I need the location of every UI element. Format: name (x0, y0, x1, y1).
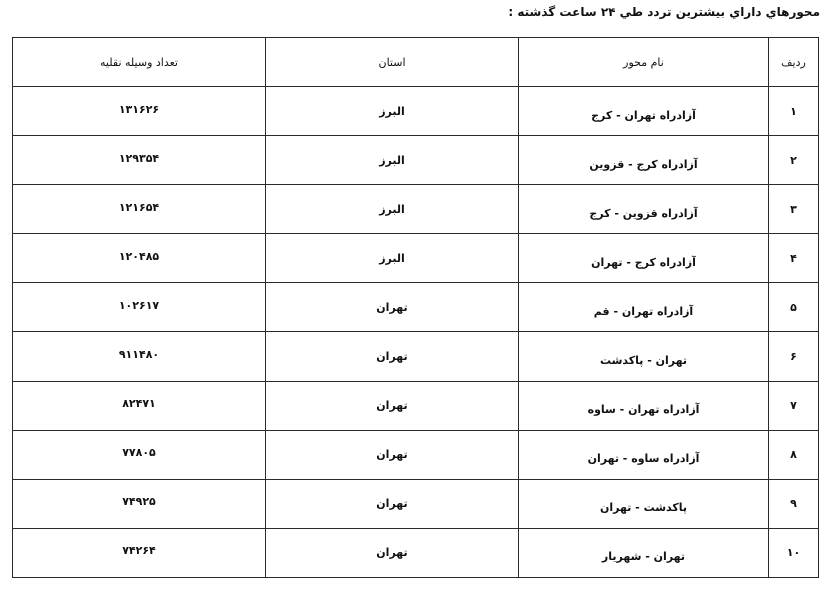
row-province-cell (266, 332, 519, 381)
row-province-cell (266, 528, 519, 577)
row-vehicle-count: ۷۴۲۶۴ (122, 544, 156, 558)
table-row (13, 332, 819, 381)
row-route-name: پاکدشت - تهران (599, 501, 688, 515)
row-route-name: آزادراه ساوه - تهران (587, 452, 700, 466)
table-row (13, 185, 819, 234)
row-vehicle-count: ۸۲۴۷۱ (122, 397, 156, 411)
row-vehicle-count-cell (13, 332, 266, 381)
table-row (13, 283, 819, 332)
row-vehicle-count: ۹۱۱۴۸۰ (118, 348, 160, 362)
row-province: تهران (376, 546, 408, 560)
row-province: تهران (376, 497, 408, 511)
row-vehicle-count-cell (13, 234, 266, 283)
row-route-name-cell (519, 185, 769, 234)
header-rank: رديف (769, 38, 819, 87)
row-route-name-cell (519, 381, 769, 430)
row-rank-cell (769, 136, 819, 185)
row-rank: ۹ (790, 497, 797, 511)
row-rank: ۳ (790, 202, 797, 216)
row-rank: ۵ (790, 300, 797, 314)
row-route-name-cell (519, 332, 769, 381)
row-province: تهران (376, 448, 408, 462)
row-vehicle-count: ۷۴۹۲۵ (122, 495, 156, 509)
row-vehicle-count: ۱۲۹۳۵۴ (118, 151, 160, 165)
row-route-name: آزادراه کرج - تهران (591, 255, 696, 269)
row-province-cell (266, 234, 519, 283)
row-vehicle-count: ۱۲۰۴۸۵ (118, 249, 160, 263)
table-row (13, 479, 819, 528)
row-route-name-cell (519, 87, 769, 136)
table-row (13, 136, 819, 185)
row-route-name: آزادراه کرج - قزوين (589, 157, 698, 171)
table-row (13, 381, 819, 430)
table-row (13, 234, 819, 283)
row-vehicle-count: ۱۰۲۶۱۷ (118, 298, 160, 312)
traffic-table (12, 37, 819, 578)
row-route-name: آزادراه تهران - ساوه (587, 403, 700, 417)
table-body (13, 87, 819, 578)
row-rank-cell (769, 381, 819, 430)
row-province-cell (266, 185, 519, 234)
row-rank: ۲ (790, 153, 797, 167)
row-rank-cell (769, 479, 819, 528)
row-rank: ۱ (790, 104, 797, 118)
row-province-cell (266, 479, 519, 528)
row-route-name-cell (519, 528, 769, 577)
row-rank: ۶ (790, 350, 797, 364)
row-route-name: آزادراه قزوين - کرج (589, 206, 698, 220)
row-route-name-cell (519, 430, 769, 479)
row-rank-cell (769, 528, 819, 577)
table-row (13, 87, 819, 136)
row-rank: ۴ (790, 251, 797, 265)
table-caption: محورهاي داراي بيشترين تردد طي ۲۴ ساعت گذشته : (508, 5, 820, 19)
header-province: استان (266, 38, 519, 87)
row-route-name: تهران - شهريار (601, 550, 686, 564)
row-rank-cell (769, 87, 819, 136)
row-rank-cell (769, 430, 819, 479)
row-rank-cell (769, 283, 819, 332)
header-count: تعداد وسيله نقليه (13, 38, 266, 87)
row-route-name: آزادراه تهران - کرج (591, 108, 696, 122)
row-rank-cell (769, 332, 819, 381)
row-province-cell (266, 283, 519, 332)
row-vehicle-count-cell (13, 185, 266, 234)
row-vehicle-count-cell (13, 479, 266, 528)
row-route-name: تهران - پاکدشت (599, 354, 688, 368)
row-vehicle-count: ۱۲۱۶۵۴ (118, 200, 160, 214)
row-vehicle-count: ۱۳۱۶۲۶ (118, 102, 160, 116)
row-vehicle-count-cell (13, 87, 266, 136)
row-province-cell (266, 381, 519, 430)
row-rank-cell (769, 185, 819, 234)
row-province: البرز (379, 153, 405, 167)
row-vehicle-count-cell (13, 136, 266, 185)
row-province: تهران (376, 350, 408, 364)
table-row (13, 528, 819, 577)
row-route-name: آزادراه تهران - قم (593, 304, 694, 318)
row-rank: ۱۰ (786, 546, 801, 560)
row-route-name-cell (519, 234, 769, 283)
row-vehicle-count: ۷۷۸۰۵ (122, 446, 156, 460)
row-rank: ۷ (790, 399, 797, 413)
row-rank: ۸ (790, 448, 797, 462)
row-province: البرز (379, 104, 405, 118)
row-province-cell (266, 430, 519, 479)
row-route-name-cell (519, 136, 769, 185)
table-header-row (13, 38, 819, 87)
row-vehicle-count-cell (13, 381, 266, 430)
table-row (13, 430, 819, 479)
row-route-name-cell (519, 479, 769, 528)
row-vehicle-count-cell (13, 283, 266, 332)
row-vehicle-count-cell (13, 430, 266, 479)
row-province: تهران (376, 300, 408, 314)
header-route: نام محور (519, 38, 769, 87)
row-rank-cell (769, 234, 819, 283)
row-province-cell (266, 87, 519, 136)
row-vehicle-count-cell (13, 528, 266, 577)
row-route-name-cell (519, 283, 769, 332)
row-province: البرز (379, 251, 405, 265)
row-province: البرز (379, 202, 405, 216)
row-province: تهران (376, 399, 408, 413)
row-province-cell (266, 136, 519, 185)
